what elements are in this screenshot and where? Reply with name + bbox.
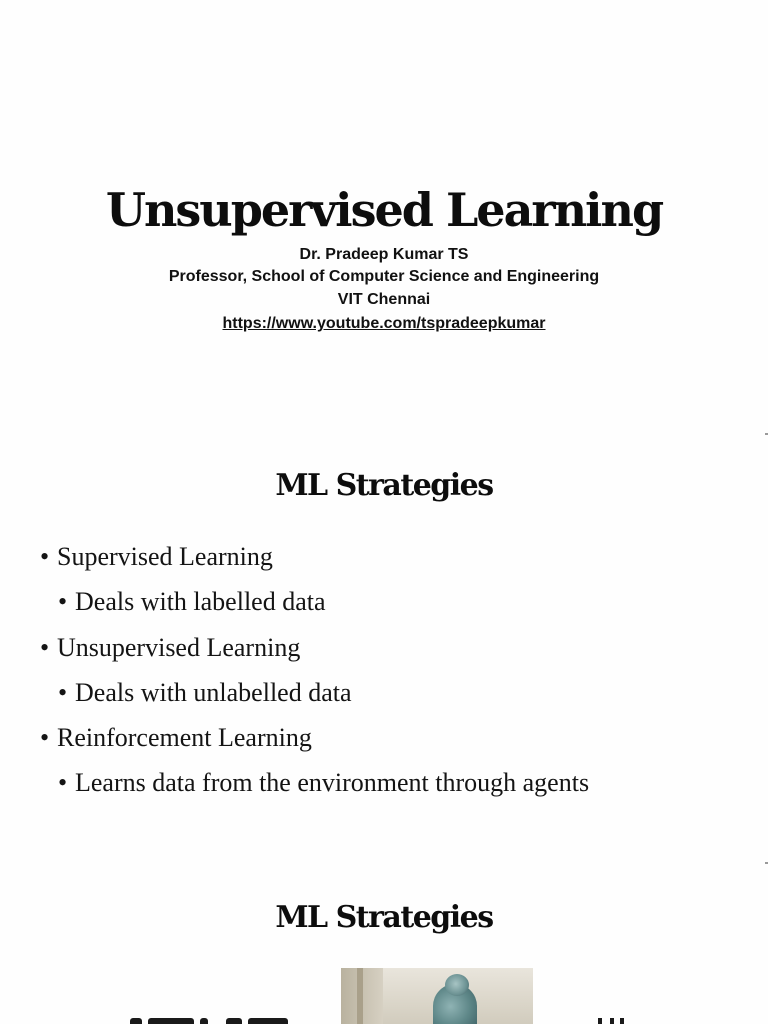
bullet-text: Deals with unlabelled data (75, 677, 352, 707)
presentation-title: Unsupervised Learning (105, 183, 663, 237)
slide-heading: ML Strategies (275, 468, 493, 503)
sub-bullet-item (40, 670, 760, 715)
bullet-icon: • (40, 542, 50, 571)
cropped-text-line (130, 1014, 310, 1024)
bullet-icon: • (40, 632, 50, 662)
author-organization: VIT Chennai (337, 291, 431, 308)
author-role: Professor, School of Computer Science and Engineering (168, 268, 600, 285)
bullet-icon: • (58, 677, 68, 707)
bullet-item (40, 715, 760, 760)
bullet-text: Reinforcement Learning (57, 723, 312, 753)
slide-heading: ML Strategies (275, 900, 493, 935)
bullet-list (40, 534, 760, 806)
author-name: Dr. Pradeep Kumar TS (299, 246, 469, 263)
robot-image (341, 968, 533, 1024)
title-slide (0, 0, 768, 430)
bullet-text: Deals with labelled data (75, 587, 326, 617)
bullet-text: Unsupervised Learning (57, 632, 301, 662)
bullet-icon: • (40, 723, 50, 753)
sub-bullet-item (40, 760, 760, 805)
bullet-item (40, 534, 760, 579)
cropped-text-marks (596, 1016, 626, 1024)
bullet-text: Supervised Learning (57, 542, 273, 571)
sub-bullet-item (40, 579, 760, 624)
youtube-link[interactable]: https://www.youtube.com/tspradeepkumar (222, 315, 546, 332)
bullet-item (40, 625, 760, 670)
bullet-icon: • (58, 768, 68, 798)
bullet-icon: • (58, 587, 68, 617)
bullet-text: Learns data from the environment through agents (75, 768, 590, 798)
